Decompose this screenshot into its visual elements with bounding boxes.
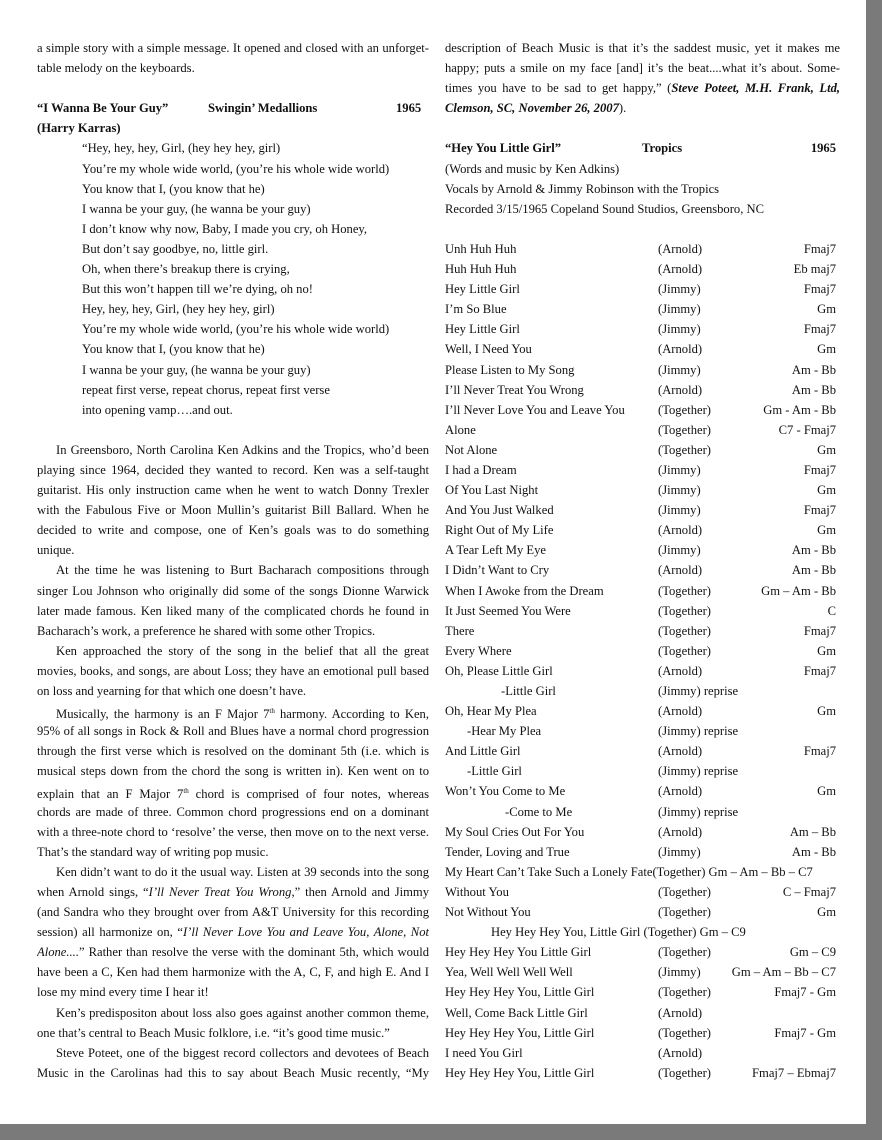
lyric-line: Hey Hey Hey You, Little Girl (Together) Gm – C9 (491, 925, 746, 940)
chord-label: C7 - Fmaj7 (778, 422, 836, 437)
chord-row (445, 440, 840, 460)
lyric-line: Well, Come Back Little Girl (445, 1005, 588, 1020)
chord-row (445, 319, 840, 339)
lyric-line: I Didn’t Want to Cry (445, 563, 550, 578)
chord-label: Fmaj7 (803, 322, 836, 337)
lyric-line: -Hear My Plea (467, 724, 542, 739)
lyric-line: Oh, Hear My Plea (445, 704, 537, 719)
singer-label: (Jimmy) (658, 503, 701, 518)
body-text-line: At the time he was listening to Burt Bacharach compositions through (56, 563, 429, 578)
chord-row (445, 560, 840, 580)
singer-label: (Arnold) (658, 663, 703, 678)
chord-row (445, 279, 840, 299)
singer-label: (Jimmy) reprise (658, 724, 739, 739)
chord-label: Gm (817, 643, 836, 658)
chord-chart (445, 239, 840, 1083)
singer-label: (Jimmy) reprise (658, 804, 739, 819)
chord-label: Fmaj7 (803, 503, 836, 518)
lyric-line: Every Where (445, 643, 512, 658)
lyric-line: I wanna be your guy, (he wanna be your guy) (82, 362, 311, 377)
chord-label: Fmaj7 (803, 282, 836, 297)
singer-label: (Jimmy) (658, 462, 701, 477)
chord-row (445, 822, 840, 842)
chord-row (445, 460, 840, 480)
body-text-line: Musically, the harmony is an F Major 7th harmony. According to Ken, (56, 707, 429, 722)
right-column (445, 38, 840, 1083)
chord-label: C (827, 603, 836, 618)
chord-row (445, 681, 840, 701)
chord-row (445, 802, 840, 822)
singer-label: (Jimmy) (658, 965, 701, 980)
lyric-line: And Little Girl (445, 744, 521, 759)
singer-label: (Jimmy) (658, 844, 701, 859)
singer-label: (Arnold) (658, 704, 703, 719)
chord-row (445, 420, 840, 440)
singer-label: (Together) (658, 422, 711, 437)
body-text-line: Ken’s predispositon about loss also goes against another common theme, (56, 1005, 429, 1020)
singer-label: (Jimmy) (658, 543, 701, 558)
lyric-line: I need You Girl (445, 1045, 523, 1060)
body-text-line: Clemson, SC, November 26, 2007). (445, 101, 627, 116)
body-text-line: when Arnold sings, “I’ll Never Treat You Wrong,” then Arnold and Jimmy (37, 884, 429, 899)
chord-label: Fmaj7 - Gm (774, 985, 836, 1000)
singer-label: (Together) (658, 1065, 711, 1080)
singer-label: (Together) (658, 945, 711, 960)
song-title: “Hey You Little Girl” (445, 141, 562, 156)
chord-row (445, 239, 840, 259)
lyric-line: My Heart Can’t Take Such a Lonely Fate(Together) Gm – Am – Bb – C7 (445, 864, 813, 879)
chord-label: Fmaj7 (803, 462, 836, 477)
lyric-line: Well, I Need You (445, 342, 532, 357)
body-text-line: table melody on the keyboards. (37, 61, 195, 76)
body-text-line: In Greensboro, North Carolina Ken Adkins and the Tropics, who’d been (56, 442, 429, 457)
body-text-line: through the first verse which is resolved on the dominant 5th (i.e. which is (37, 744, 429, 759)
lyric-line: Hey Hey Hey You, Little Girl (445, 1025, 595, 1040)
singer-label: (Arnold) (658, 563, 703, 578)
singer-label: (Arnold) (658, 824, 703, 839)
body-text-line: playing since 1964, decided they wanted to record. Ken was a self-taught (37, 462, 429, 477)
song-year: 1965 (810, 141, 836, 156)
paragraph (37, 641, 429, 701)
paragraph (37, 862, 429, 1003)
lyric-line: Please Listen to My Song (445, 362, 575, 377)
chord-row (445, 842, 840, 862)
singer-label: (Arnold) (658, 382, 703, 397)
chord-label: Fmaj7 (803, 744, 836, 759)
lyric-line: Hey, hey, hey, Girl, (hey hey hey, girl) (82, 302, 275, 317)
chord-row (445, 902, 840, 922)
lyric-line: repeat first verse, repeat chorus, repeat first verse (82, 382, 330, 397)
singer-label: (Arnold) (658, 784, 703, 799)
body-text-line: (and Sandra who they brought over from A&T University for this recording (37, 905, 429, 920)
singer-label: (Jimmy) reprise (658, 764, 739, 779)
lyric-line: It Just Seemed You Were (445, 603, 571, 618)
chord-label: Gm (817, 302, 836, 317)
lyrics-block (37, 138, 429, 419)
chord-row (445, 942, 840, 962)
song-credit: Recorded 3/15/1965 Copeland Sound Studios, Greensboro, NC (445, 201, 765, 216)
lyric-line: A Tear Left My Eye (445, 543, 547, 558)
chord-label: Gm – Am - Bb (761, 583, 836, 598)
lyric-line: -Little Girl (467, 764, 522, 779)
chord-row (445, 962, 840, 982)
body-text-line: musical steps down from the chord the song is written in). Ken went on to (37, 764, 429, 779)
chord-row (445, 701, 840, 721)
body-text-line: session) all harmonize on, “I’ll Never Love You and Leave You, Alone, Not (37, 925, 429, 940)
lyric-line: You know that I, (you know that he) (82, 342, 265, 357)
body-text-line: a simple story with a simple message. It opened and closed with an unforget- (37, 41, 429, 55)
lyric-line: I’m So Blue (445, 302, 507, 317)
singer-label: (Together) (658, 905, 711, 920)
chord-row (445, 862, 840, 882)
song-credit: (Words and music by Ken Adkins) (445, 161, 620, 176)
singer-label: (Arnold) (658, 241, 703, 256)
chord-row (445, 299, 840, 319)
body-text-line: Alone....” Rather than resolve the verse with the dominant 5th, which would (37, 945, 429, 960)
body-text-line: explain that an F Major 7th chord is comprised of four notes, whereas (37, 787, 429, 802)
lyric-line: Unh Huh Huh (445, 241, 517, 256)
singer-label: (Arnold) (658, 523, 703, 538)
lyric-line: -Come to Me (505, 804, 573, 819)
chord-row (445, 581, 840, 601)
lyric-line: Of You Last Night (445, 483, 539, 498)
paragraph (37, 1043, 429, 1083)
song-writer: (Harry Karras) (37, 121, 121, 136)
lyric-line: Not Without You (445, 905, 531, 920)
lyric-line: My Soul Cries Out For You (445, 824, 585, 839)
singer-label: (Together) (658, 402, 711, 417)
lyric-line: But this won’t happen till we’re dying, oh no! (82, 282, 313, 297)
singer-label: (Together) (658, 442, 711, 457)
quote-block (445, 38, 840, 118)
body-text-line: on loss and yearning for that which one doesn’t have. (37, 684, 307, 698)
lyric-line: Huh Huh Huh (445, 262, 517, 277)
body-text-line: guitarist. His only instruction came when he went to watch Donny Trexler (37, 483, 429, 498)
singer-label: (Together) (658, 985, 711, 1000)
chord-label: Am - Bb (791, 382, 836, 397)
chord-label: Fmaj7 (803, 623, 836, 638)
chord-label: Eb maj7 (793, 262, 836, 277)
song-credit: Vocals by Arnold & Jimmy Robinson with the Tropics (445, 181, 720, 196)
lyric-line: You’re my whole wide world, (you’re his whole wide world) (82, 161, 390, 176)
singer-label: (Together) (658, 603, 711, 618)
body-text-line: singer Lou Johnson who originally did some of the songs Dionne Warwick (37, 583, 429, 598)
body-text-line: with a three-note chord to ‘resolve’ the verse, then move on to the next verse. (37, 824, 429, 839)
chord-label: Gm (817, 523, 836, 538)
singer-label: (Together) (658, 583, 711, 598)
chord-row (445, 601, 840, 621)
body-text-line: Ken approached the story of the song in the belief that all the great (56, 643, 429, 658)
lyric-line: Hey Little Girl (445, 282, 520, 297)
chord-row (445, 641, 840, 661)
body-text-line: one that’s central to Beach Music folklore, i.e. “it’s good time music.” (37, 1025, 390, 1040)
song-artist: Swingin’ Medallions (208, 101, 318, 116)
chord-row (445, 741, 840, 761)
singer-label: (Arnold) (658, 1045, 703, 1060)
chord-label: Gm (817, 342, 836, 357)
singer-label: (Arnold) (658, 744, 703, 759)
chord-row (445, 882, 840, 902)
body-text-line: description of Beach Music is that it’s the saddest music, yet it makes me (445, 41, 840, 55)
body-text-line: Bacharach’s work, a preference he shared with some other Tropics. (37, 623, 376, 638)
chord-label: Fmaj7 (803, 241, 836, 256)
chord-label: Gm (817, 483, 836, 498)
lyric-line: Oh, when there’s breakup there is crying, (82, 262, 290, 277)
song-artist: Tropics (642, 141, 683, 156)
chord-row (445, 500, 840, 520)
singer-label: (Together) (658, 623, 711, 638)
paragraph (37, 560, 429, 640)
lyric-line: I don’t know why now, Baby, I made you cry, oh Honey, (82, 221, 368, 236)
chord-row (445, 400, 840, 420)
lyric-line: I had a Dream (445, 462, 517, 477)
chord-label: Gm – Am – Bb – C7 (731, 965, 836, 980)
paragraph (37, 1003, 429, 1043)
chord-row (445, 1063, 840, 1083)
body-text-line: movies, books, and songs, are about Loss; they have an emotional pull based (37, 663, 429, 678)
chord-row (445, 520, 840, 540)
chord-row (445, 661, 840, 681)
lyric-line: I’ll Never Treat You Wrong (445, 382, 584, 397)
lyric-line: Alone (445, 422, 476, 437)
body-text-line: happy; puts a smile on my face [and] it’s the beat....what it’s about. Some- (445, 61, 840, 76)
lyric-line: into opening vamp….and out. (82, 402, 233, 417)
chord-label: Gm (817, 442, 836, 457)
body-text-line: decided to write and compose, one of Ken’s goals was to do something (37, 523, 429, 538)
chord-row (445, 721, 840, 741)
chord-row (445, 922, 840, 942)
paragraph (37, 701, 429, 862)
chord-label: Fmaj7 (803, 663, 836, 678)
lyric-line: Without You (445, 884, 509, 899)
chord-row (445, 1003, 840, 1023)
lyric-line: -Little Girl (501, 684, 556, 698)
chord-row (445, 781, 840, 801)
chord-row (445, 1043, 840, 1063)
chord-label: Am - Bb (791, 362, 836, 377)
body-text-line: chords are made of three. Common chord progressions end on a dominant (37, 804, 429, 819)
singer-label: (Together) (658, 1025, 711, 1040)
paragraph (37, 440, 429, 561)
singer-label: (Jimmy) (658, 483, 701, 498)
chord-label: Am - Bb (791, 543, 836, 558)
singer-label: (Jimmy) (658, 362, 701, 377)
chord-label: Am - Bb (791, 844, 836, 859)
chord-row (445, 1023, 840, 1043)
chord-row (445, 982, 840, 1002)
lyric-line: And You Just Walked (445, 503, 554, 518)
chord-label: Am - Bb (791, 563, 836, 578)
chord-label: Gm (817, 704, 836, 719)
chord-label: Gm (817, 784, 836, 799)
lyric-line: Hey Hey Hey You, Little Girl (445, 1065, 595, 1080)
singer-label: (Jimmy) (658, 322, 701, 337)
chord-label: Fmaj7 – Ebmaj7 (752, 1065, 836, 1080)
song-title: “I Wanna Be Your Guy” (37, 101, 169, 116)
lyric-line: Hey Hey Hey You Little Girl (445, 945, 592, 960)
lyric-line: Not Alone (445, 442, 498, 457)
body-text-line: later made famous. Ken liked many of the complicated chords he found in (37, 603, 429, 618)
lyric-line: Hey Hey Hey You, Little Girl (445, 985, 595, 1000)
chord-row (445, 540, 840, 560)
body-text-line: That’s the standard way of writing pop music. (37, 844, 269, 859)
singer-label: (Together) (658, 643, 711, 658)
lyric-line: You’re my whole wide world, (you’re his whole wide world) (82, 322, 390, 337)
lyric-line: But don’t say goodbye, no, little girl. (82, 241, 269, 256)
singer-label: (Together) (658, 884, 711, 899)
lyric-line: I’ll Never Love You and Leave You (445, 402, 625, 417)
singer-label: (Jimmy) reprise (658, 684, 739, 698)
body-text-line: with the Fabulous Five or Moon Mullin’s guitarist Bill Ballard. When he (37, 503, 429, 518)
chord-row (445, 380, 840, 400)
song-heading (445, 138, 840, 158)
lyric-line: Right Out of My Life (445, 523, 554, 538)
lyric-line: When I Awoke from the Dream (445, 583, 604, 598)
chord-row (445, 621, 840, 641)
body-text-line: Music in the Carolinas had this to say about Beach Music recently, “My (37, 1065, 429, 1080)
song-heading (37, 98, 429, 118)
lyric-line: You know that I, (you know that he) (82, 181, 265, 196)
chord-row (445, 339, 840, 359)
chord-label: Am – Bb (789, 824, 836, 839)
singer-label: (Jimmy) (658, 282, 701, 297)
singer-label: (Jimmy) (658, 302, 701, 317)
singer-label: (Arnold) (658, 342, 703, 357)
song-year: 1965 (396, 101, 422, 116)
chord-row (445, 360, 840, 380)
chord-label: Gm (817, 905, 836, 920)
chord-row (445, 480, 840, 500)
chord-label: Gm – C9 (789, 945, 836, 960)
chord-label: Fmaj7 - Gm (774, 1025, 836, 1040)
left-column (37, 38, 429, 1083)
lyric-line: Yea, Well Well Well Well (445, 965, 573, 980)
body-text-line: 95% of all songs in Rock & Roll and Blues have a normal chord progression (37, 724, 429, 739)
body-text-line: Ken didn’t want to do it the usual way. Listen at 39 seconds into the song (56, 864, 429, 879)
lyric-line: Oh, Please Little Girl (445, 663, 553, 678)
chord-row (445, 259, 840, 279)
body-text-line: lose my mind every time I hear it! (37, 985, 209, 1000)
lyric-line: Won’t You Come to Me (445, 784, 566, 799)
body-text-line: times you have to be sad to get happy,” (Steve Poteet, M.H. Frank, Ltd, (445, 81, 840, 96)
body-text-line: Steve Poteet, one of the biggest record collectors and devotees of Beach (56, 1045, 429, 1060)
singer-label: (Arnold) (658, 1005, 703, 1020)
lyric-line: Hey Little Girl (445, 322, 520, 337)
body-text-line: unique. (37, 543, 75, 558)
body-text-line: have been a C, Ken had them harmonize with the A, C, F, and high E. And I (37, 965, 429, 980)
chord-row (445, 761, 840, 781)
lyric-line: There (445, 623, 475, 638)
chord-label: C – Fmaj7 (782, 884, 836, 899)
lyric-line: “Hey, hey, hey, Girl, (hey hey hey, girl) (82, 141, 281, 156)
chord-label: Gm - Am - Bb (763, 402, 836, 417)
lyric-line: Tender, Loving and True (445, 844, 570, 859)
lyric-line: I wanna be your guy, (he wanna be your guy) (82, 201, 311, 216)
singer-label: (Arnold) (658, 262, 703, 277)
